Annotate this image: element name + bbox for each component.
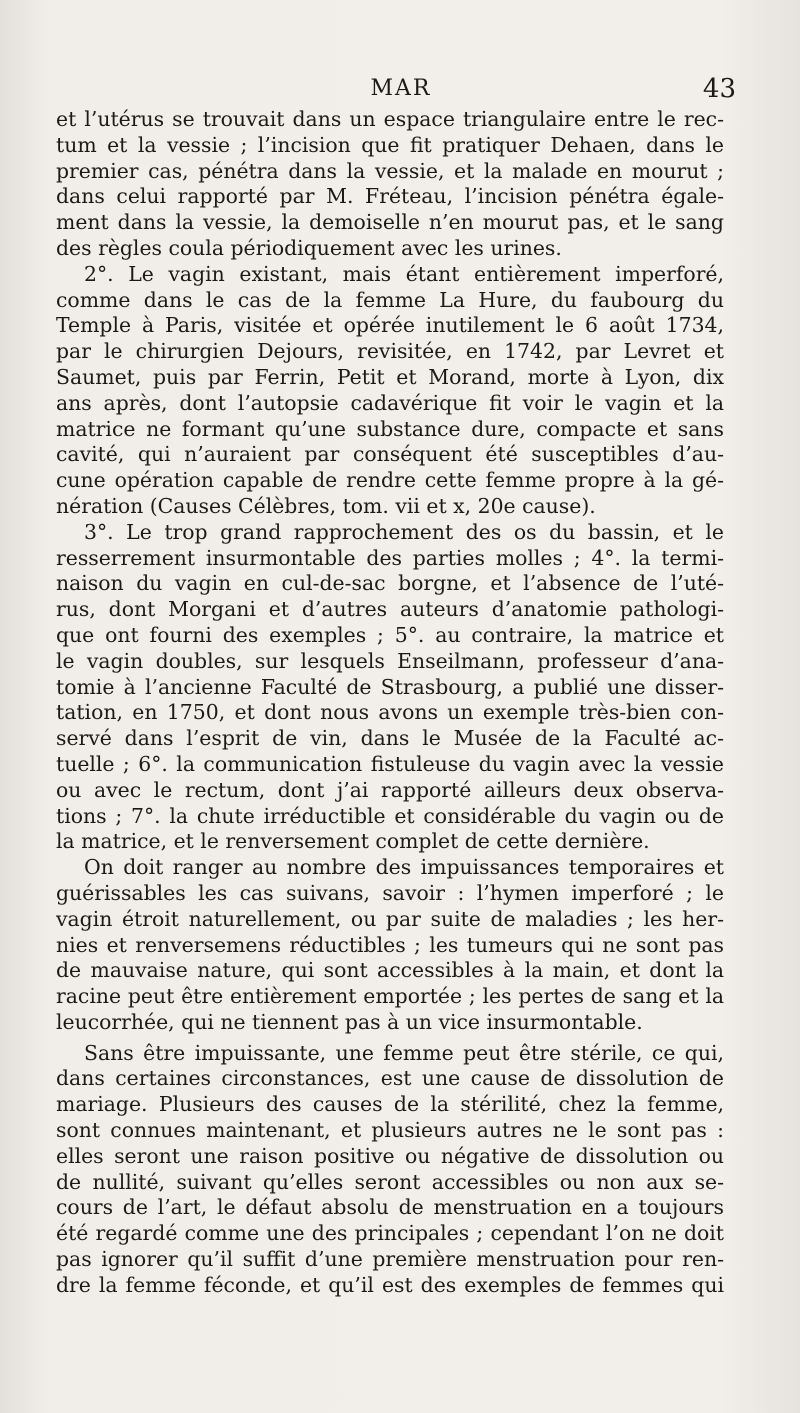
text-line: de mauvaise nature, qui sont accessibles à la main, et dont la (56, 958, 724, 983)
text-line: 3°. Le trop grand rapprochement des os du bassin, et le (84, 519, 724, 544)
text-line: des règles coula périodiquement avec les urines. (56, 235, 562, 260)
text-line: 2°. Le vagin existant, mais étant entièrement imperforé, (84, 261, 724, 286)
text-line: pas ignorer qu’il suffit d’une première menstruation pour ren- (56, 1247, 724, 1272)
text-line: elles seront une raison positive ou négative de dissolution ou (56, 1143, 724, 1168)
text-line: le vagin doubles, sur lesquels Enseilmann, professeur d’ana- (56, 648, 724, 673)
body-text (56, 107, 724, 1299)
text-line: dans certaines circonstances, est une cause de dissolution de (56, 1066, 724, 1091)
text-line: premier cas, pénétra dans la vessie, et la malade en mourut ; (56, 158, 724, 183)
text-line: dre la femme féconde, et qu’il est des exemples de femmes qui (56, 1272, 724, 1297)
page-number: 43 (702, 74, 736, 104)
text-line: tum et la vessie ; l’incision que fit pratiquer Dehaen, dans le (56, 132, 724, 157)
text-line: mariage. Plusieurs des causes de la stérilité, chez la femme, (56, 1092, 724, 1117)
text-line: leucorrhée, qui ne tiennent pas à un vice insurmontable. (56, 1009, 643, 1034)
text-line: été regardé comme une des principales ; cependant l’on ne doit (56, 1221, 724, 1246)
text-line: tions ; 7°. la chute irréductible et considérable du vagin ou de (56, 803, 724, 828)
text-line: ment dans la vessie, la demoiselle n’en mourut pas, et le sang (56, 210, 724, 235)
text-line: de nullité, suivant qu’elles seront accessibles ou non aux se- (56, 1169, 724, 1194)
text-line: servé dans l’esprit de vin, dans le Musée de la Faculté ac- (56, 726, 724, 751)
paragraph (56, 262, 724, 520)
paragraph (56, 855, 724, 1036)
text-line: On doit ranger au nombre des impuissances temporaires et (84, 855, 724, 880)
text-line: tuelle ; 6°. la communication fistuleuse du vagin avec la vessie (56, 751, 724, 776)
running-head: MAR (370, 76, 432, 101)
text-line: resserrement insurmontable des parties molles ; 4°. la termi- (56, 545, 724, 570)
text-line: guérissables les cas suivans, savoir : l’hymen imperforé ; le (56, 880, 724, 905)
text-line: naison du vagin en cul-de-sac borgne, et l’absence de l’uté- (56, 571, 724, 596)
text-line: dans celui rapporté par M. Fréteau, l’incision pénétra égale- (56, 184, 724, 209)
text-line: tation, en 1750, et dont nous avons un exemple très-bien con- (56, 700, 724, 725)
paragraph (56, 107, 724, 262)
text-line: cune opération capable de rendre cette femme propre à la gé- (56, 468, 724, 493)
text-line: comme dans le cas de la femme La Hure, du faubourg du (56, 287, 724, 312)
text-line: racine peut être entièrement emportée ; les pertes de sang et la (56, 984, 724, 1009)
text-line: ans après, dont l’autopsie cadavérique fit voir le vagin et la (56, 390, 724, 415)
text-line: sont connues maintenant, et plusieurs autres ne le sont pas : (56, 1118, 724, 1143)
text-line: cours de l’art, le défaut absolu de menstruation en a toujours (56, 1195, 724, 1220)
text-line: rus, dont Morgani et d’autres auteurs d’anatomie pathologi- (56, 597, 724, 622)
text-line: que ont fourni des exemples ; 5°. au contraire, la matrice et (56, 622, 724, 647)
text-line: cavité, qui n’auraient par conséquent été susceptibles d’au- (56, 442, 724, 467)
text-line: nies et renversemens réductibles ; les tumeurs qui ne sont pas (56, 932, 724, 957)
page-header (56, 74, 746, 108)
paragraph (56, 1041, 724, 1299)
text-line: ou avec le rectum, dont j’ai rapporté ailleurs deux observa- (56, 777, 724, 802)
text-line: Sans être impuissante, une femme peut être stérile, ce qui, (84, 1040, 724, 1065)
text-line: par le chirurgien Dejours, revisitée, en 1742, par Levret et (56, 339, 724, 364)
text-line: Saumet, puis par Ferrin, Petit et Morand, morte à Lyon, dix (56, 364, 724, 389)
text-line: nération (Causes Célèbres, tom. vii et x, 20e cause). (56, 493, 596, 518)
text-line: tomie à l’ancienne Faculté de Strasbourg, a publié une disser- (56, 674, 724, 699)
text-line: matrice ne formant qu’une substance dure, compacte et sans (56, 416, 724, 441)
text-line: la matrice, et le renversement complet de cette dernière. (56, 829, 650, 854)
text-line: Temple à Paris, visitée et opérée inutilement le 6 août 1734, (56, 313, 724, 338)
text-line: et l’utérus se trouvait dans un espace triangulaire entre le rec- (56, 107, 724, 131)
text-line: vagin étroit naturellement, ou par suite de maladies ; les her- (56, 906, 724, 931)
paragraph (56, 520, 724, 855)
